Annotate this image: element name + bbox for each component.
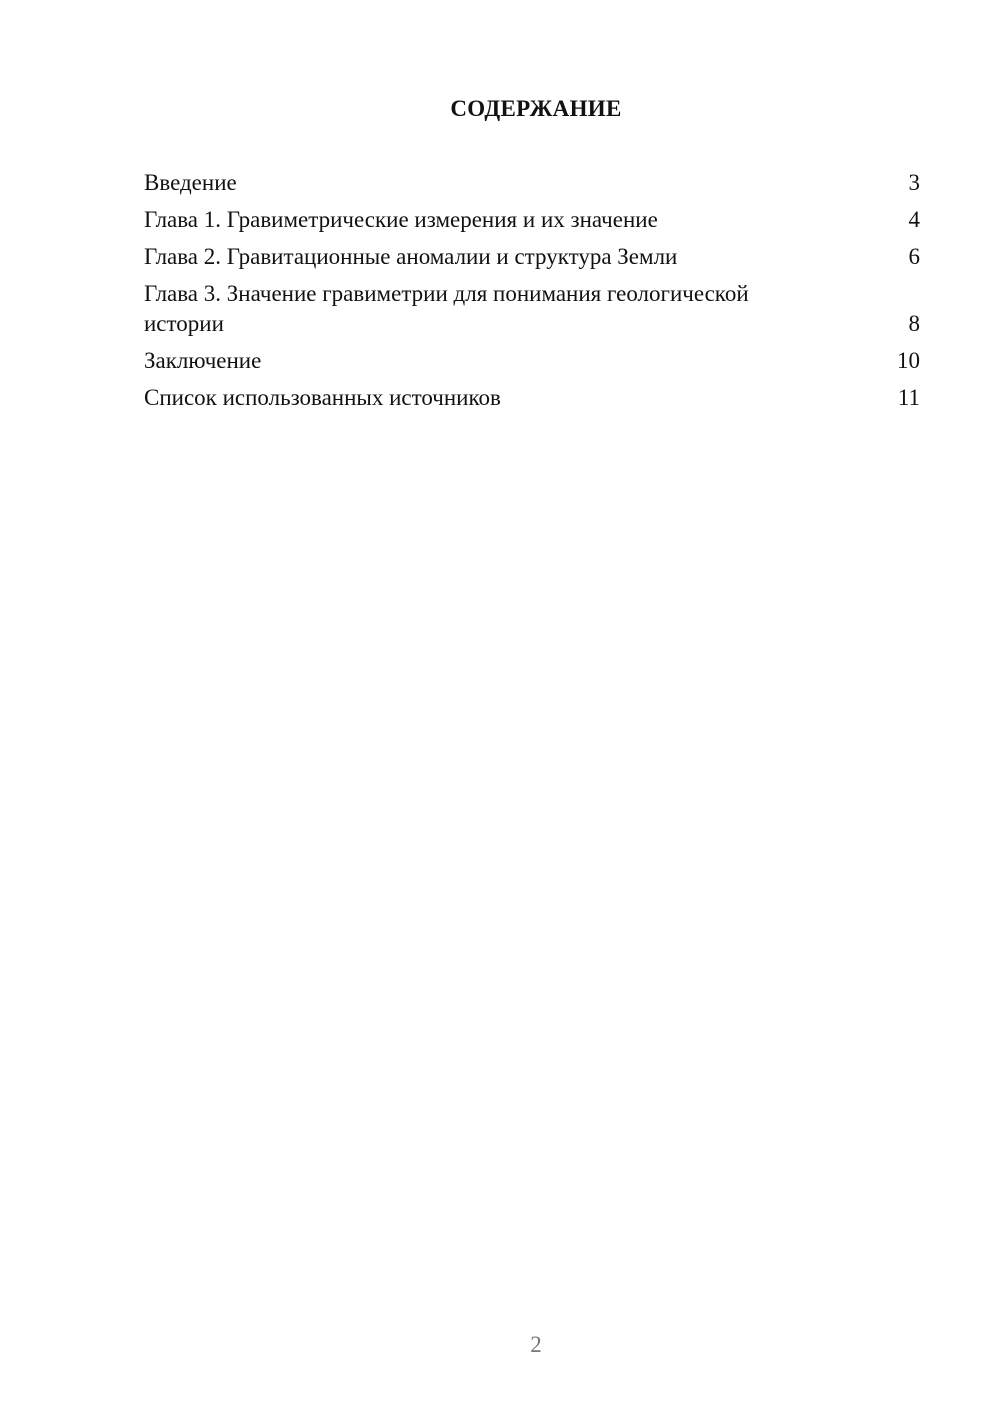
- toc-entry-page: 10: [897, 348, 920, 373]
- table-of-contents: [144, 168, 920, 420]
- toc-entry-label: Заключение: [144, 348, 262, 373]
- toc-entry-introduction[interactable]: [144, 168, 920, 198]
- toc-entry-label: Список использованных источников: [144, 385, 501, 410]
- page-number: 2: [530, 1332, 542, 1357]
- toc-entry-label: Введение: [144, 170, 237, 195]
- toc-entry-page: 4: [908, 207, 920, 232]
- toc-entry-label: Глава 3. Значение гравиметрии для понимания геологической истории: [144, 281, 749, 336]
- toc-entry-page: 11: [897, 385, 920, 410]
- toc-entry-page: 6: [908, 244, 920, 269]
- toc-entry-page: 8: [908, 311, 920, 336]
- toc-entry-references[interactable]: [144, 383, 920, 413]
- toc-entry-chapter-1[interactable]: [144, 205, 920, 235]
- toc-entry-label: Глава 2. Гравитационные аномалии и структура Земли: [144, 244, 678, 269]
- toc-title: СОДЕРЖАНИЕ: [450, 96, 622, 121]
- toc-entry-chapter-3[interactable]: [144, 279, 920, 339]
- toc-entry-page: 3: [908, 170, 920, 195]
- toc-entry-chapter-2[interactable]: [144, 242, 920, 272]
- toc-entry-label: Глава 1. Гравиметрические измерения и их значение: [144, 207, 658, 232]
- toc-entry-conclusion[interactable]: [144, 346, 920, 376]
